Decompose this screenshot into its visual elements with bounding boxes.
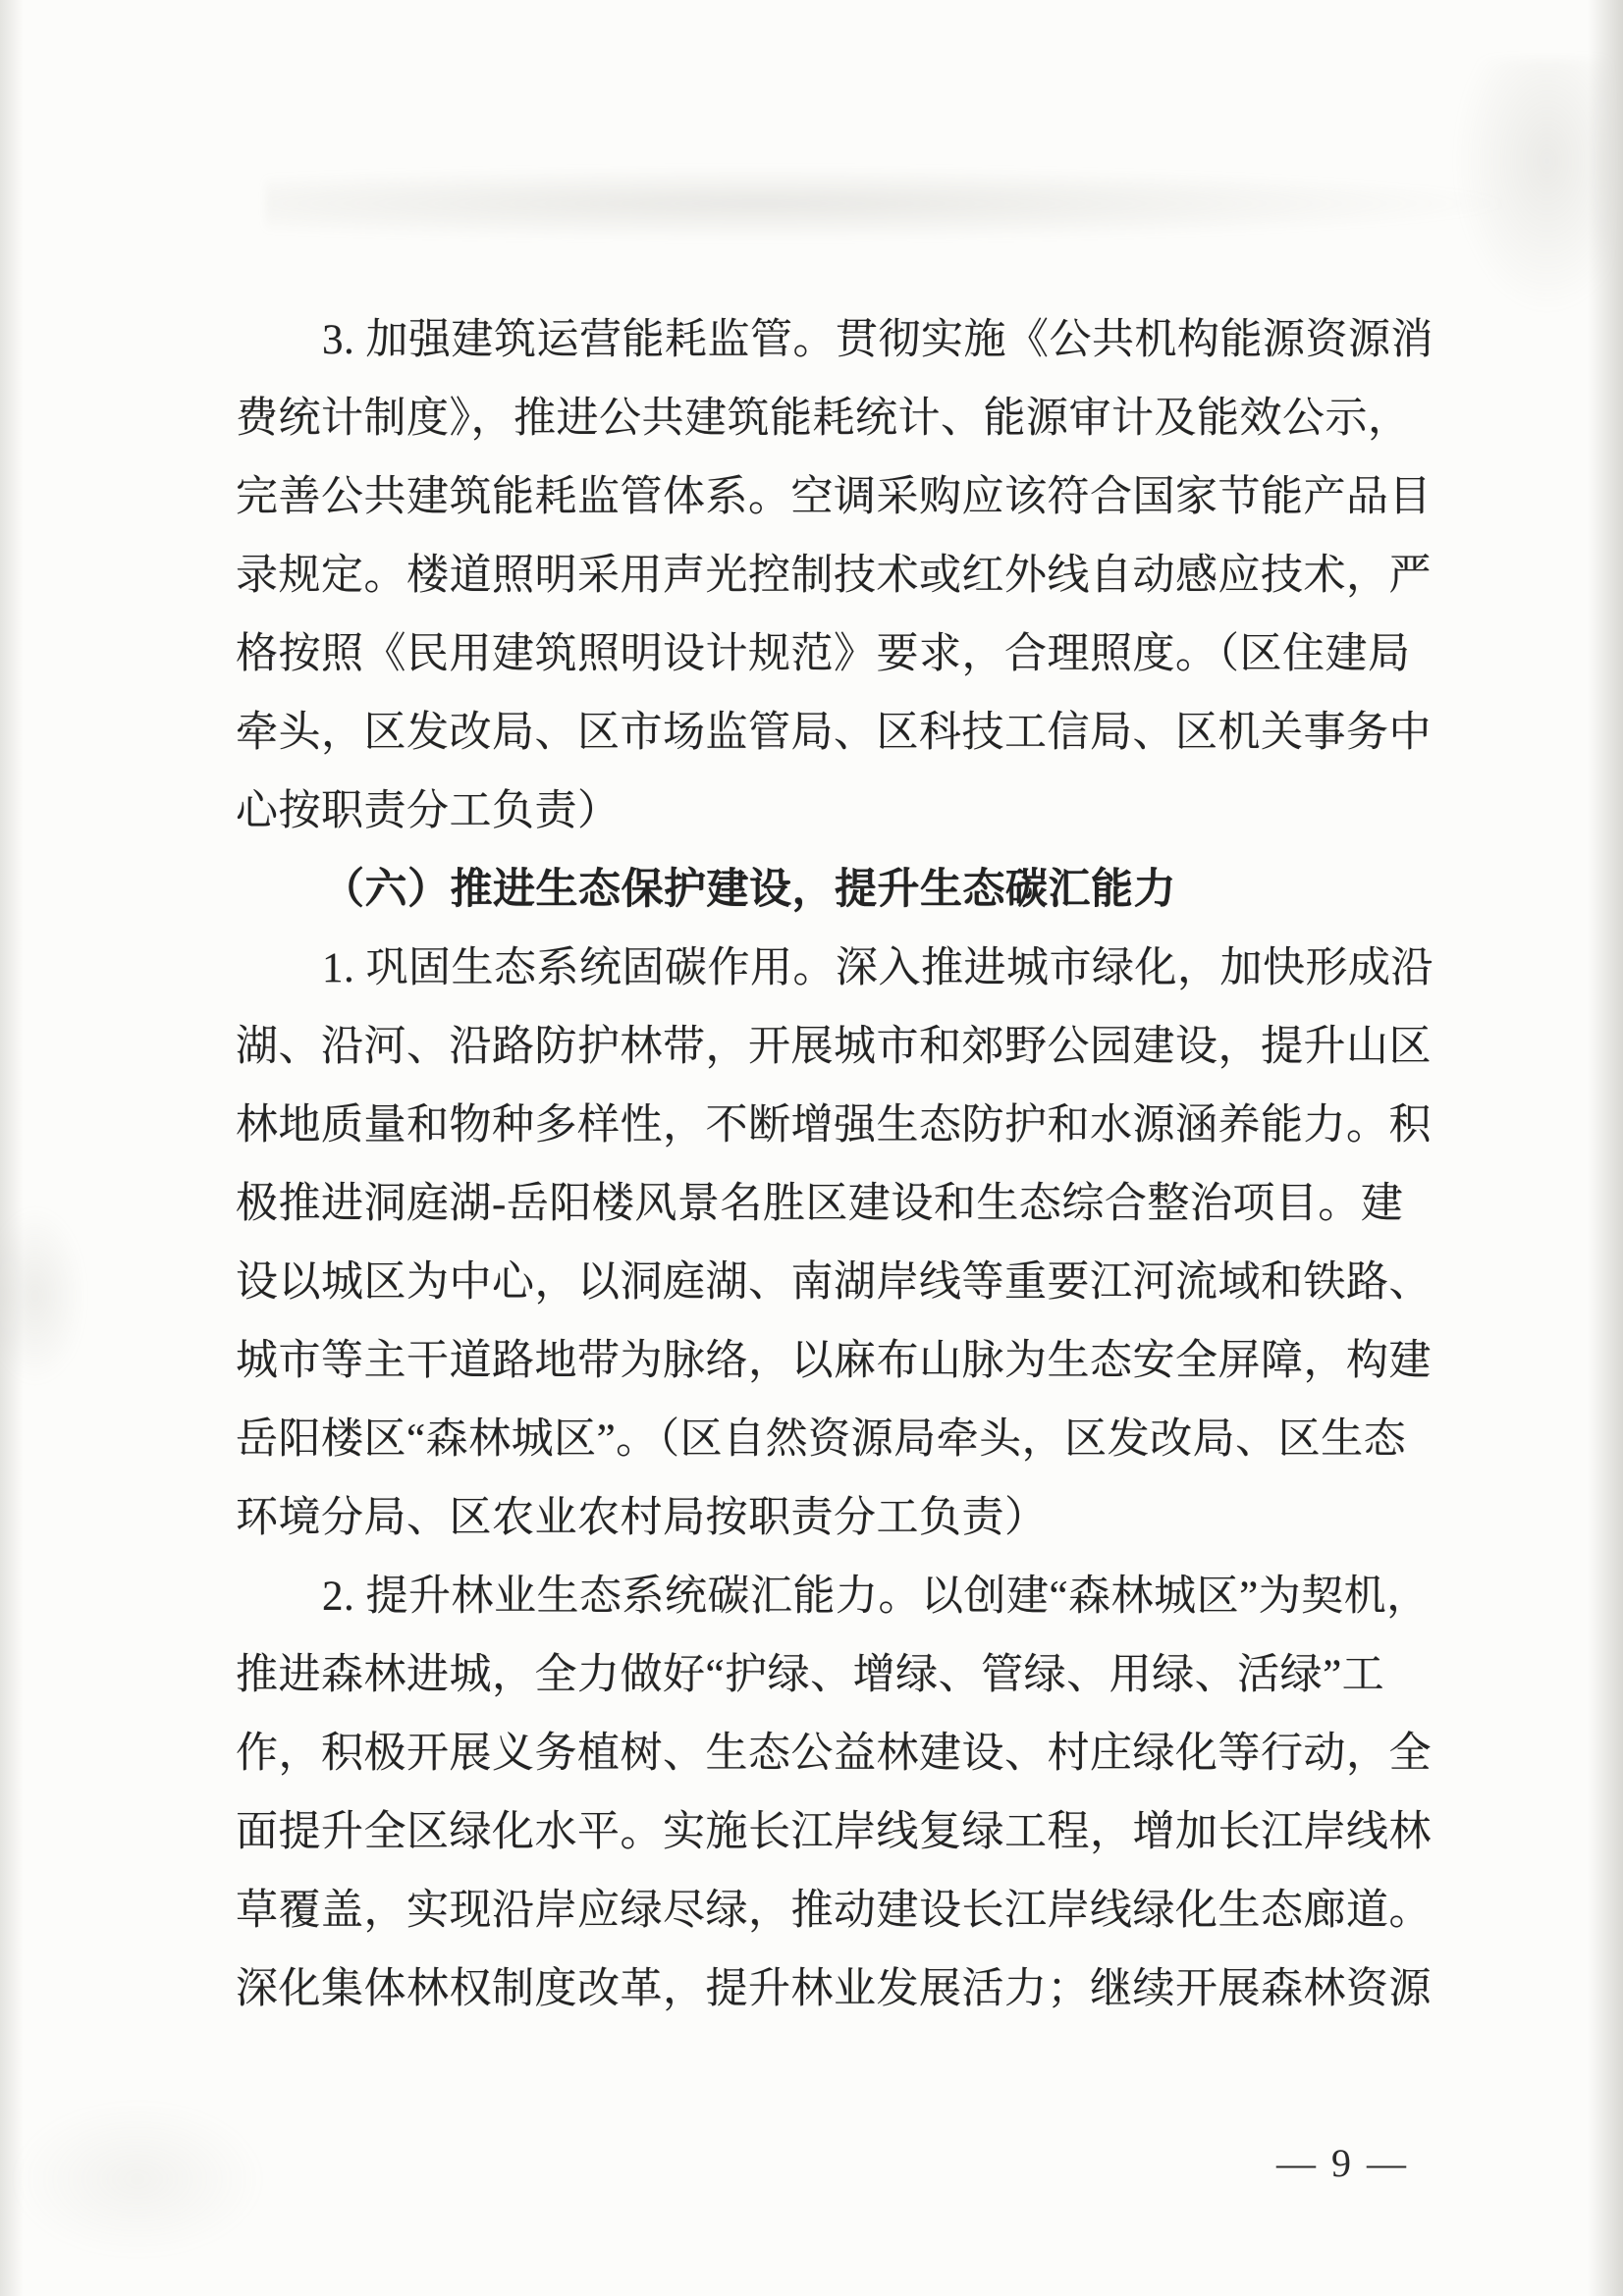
text-line: 草覆盖，实现沿岸应绿尽绿，推动建设长江岸线绿化生态廊道。 [236, 1888, 1432, 1934]
text-line: 费统计制度》，推进公共建筑能耗统计、能源审计及能效公示， [236, 396, 1411, 442]
text-line: 岳阳楼区“森林城区”。（区自然资源局牵头，区发改局、区生态 [236, 1416, 1407, 1463]
text-line: 面提升全区绿化水平。实施长江岸线复绿工程，增加长江岸线林 [236, 1809, 1432, 1855]
text-line: 录规定。楼道照明采用声光控制技术或红外线自动感应技术，严 [236, 553, 1432, 599]
text-line: 湖、沿河、沿路防护林带，开展城市和郊野公园建设，提升山区 [236, 1024, 1432, 1070]
text-line: 设以城区为中心，以洞庭湖、南湖岸线等重要江河流域和铁路、 [236, 1259, 1432, 1306]
text-line: 2. 提升林业生态系统碳汇能力。以创建“森林城区”为契机， [322, 1574, 1430, 1620]
scan-artifact-left-edge [0, 0, 24, 2296]
text-line: 林地质量和物种多样性，不断增强生态防护和水源涵养能力。积 [236, 1102, 1432, 1148]
text-line: 1. 巩固生态系统固碳作用。深入推进城市绿化，加快形成沿 [322, 945, 1434, 991]
document-body [236, 301, 1453, 2029]
text-line: 作，积极开展义务植树、生态公益林建设、村庄绿化等行动，全 [236, 1731, 1432, 1777]
text-line: 推进森林进城，全力做好“护绿、增绿、管绿、用绿、活绿”工 [236, 1652, 1385, 1698]
text-line: 深化集体林权制度改革，提升林业发展活力；继续开展森林资源 [236, 1966, 1432, 2012]
text-line: 城市等主干道路地带为脉络，以麻布山脉为生态安全屏障，构建 [236, 1338, 1432, 1384]
page-number: — 9 — [1276, 2141, 1409, 2185]
text-line: 格按照《民用建筑照明设计规范》要求，合理照度。（区住建局 [236, 631, 1411, 677]
scan-artifact-top-smudge [265, 167, 1502, 240]
section-heading: （六）推进生态保护建设，提升生态碳汇能力 [322, 867, 1176, 913]
text-line: 牵头，区发改局、区市场监管局、区科技工信局、区机关事务中 [236, 710, 1432, 756]
scan-artifact-right-edge [1588, 0, 1623, 2296]
scan-artifact-bottom-smudge [10, 2101, 265, 2258]
text-line: 3. 加强建筑运营能耗监管。贯彻实施《公共机构能源资源消 [322, 317, 1434, 363]
text-line: 完善公共建筑能耗监管体系。空调采购应该符合国家节能产品目 [236, 474, 1432, 520]
text-line: 环境分局、区农业农村局按职责分工负责） [236, 1495, 1048, 1541]
text-line: 极推进洞庭湖-岳阳楼风景名胜区建设和生态综合整治项目。建 [236, 1181, 1404, 1227]
text-line: 心按职责分工负责） [236, 788, 621, 834]
scan-artifact-left-smudge [0, 1207, 84, 1384]
scan-artifact-topright-smudge [1453, 59, 1610, 314]
